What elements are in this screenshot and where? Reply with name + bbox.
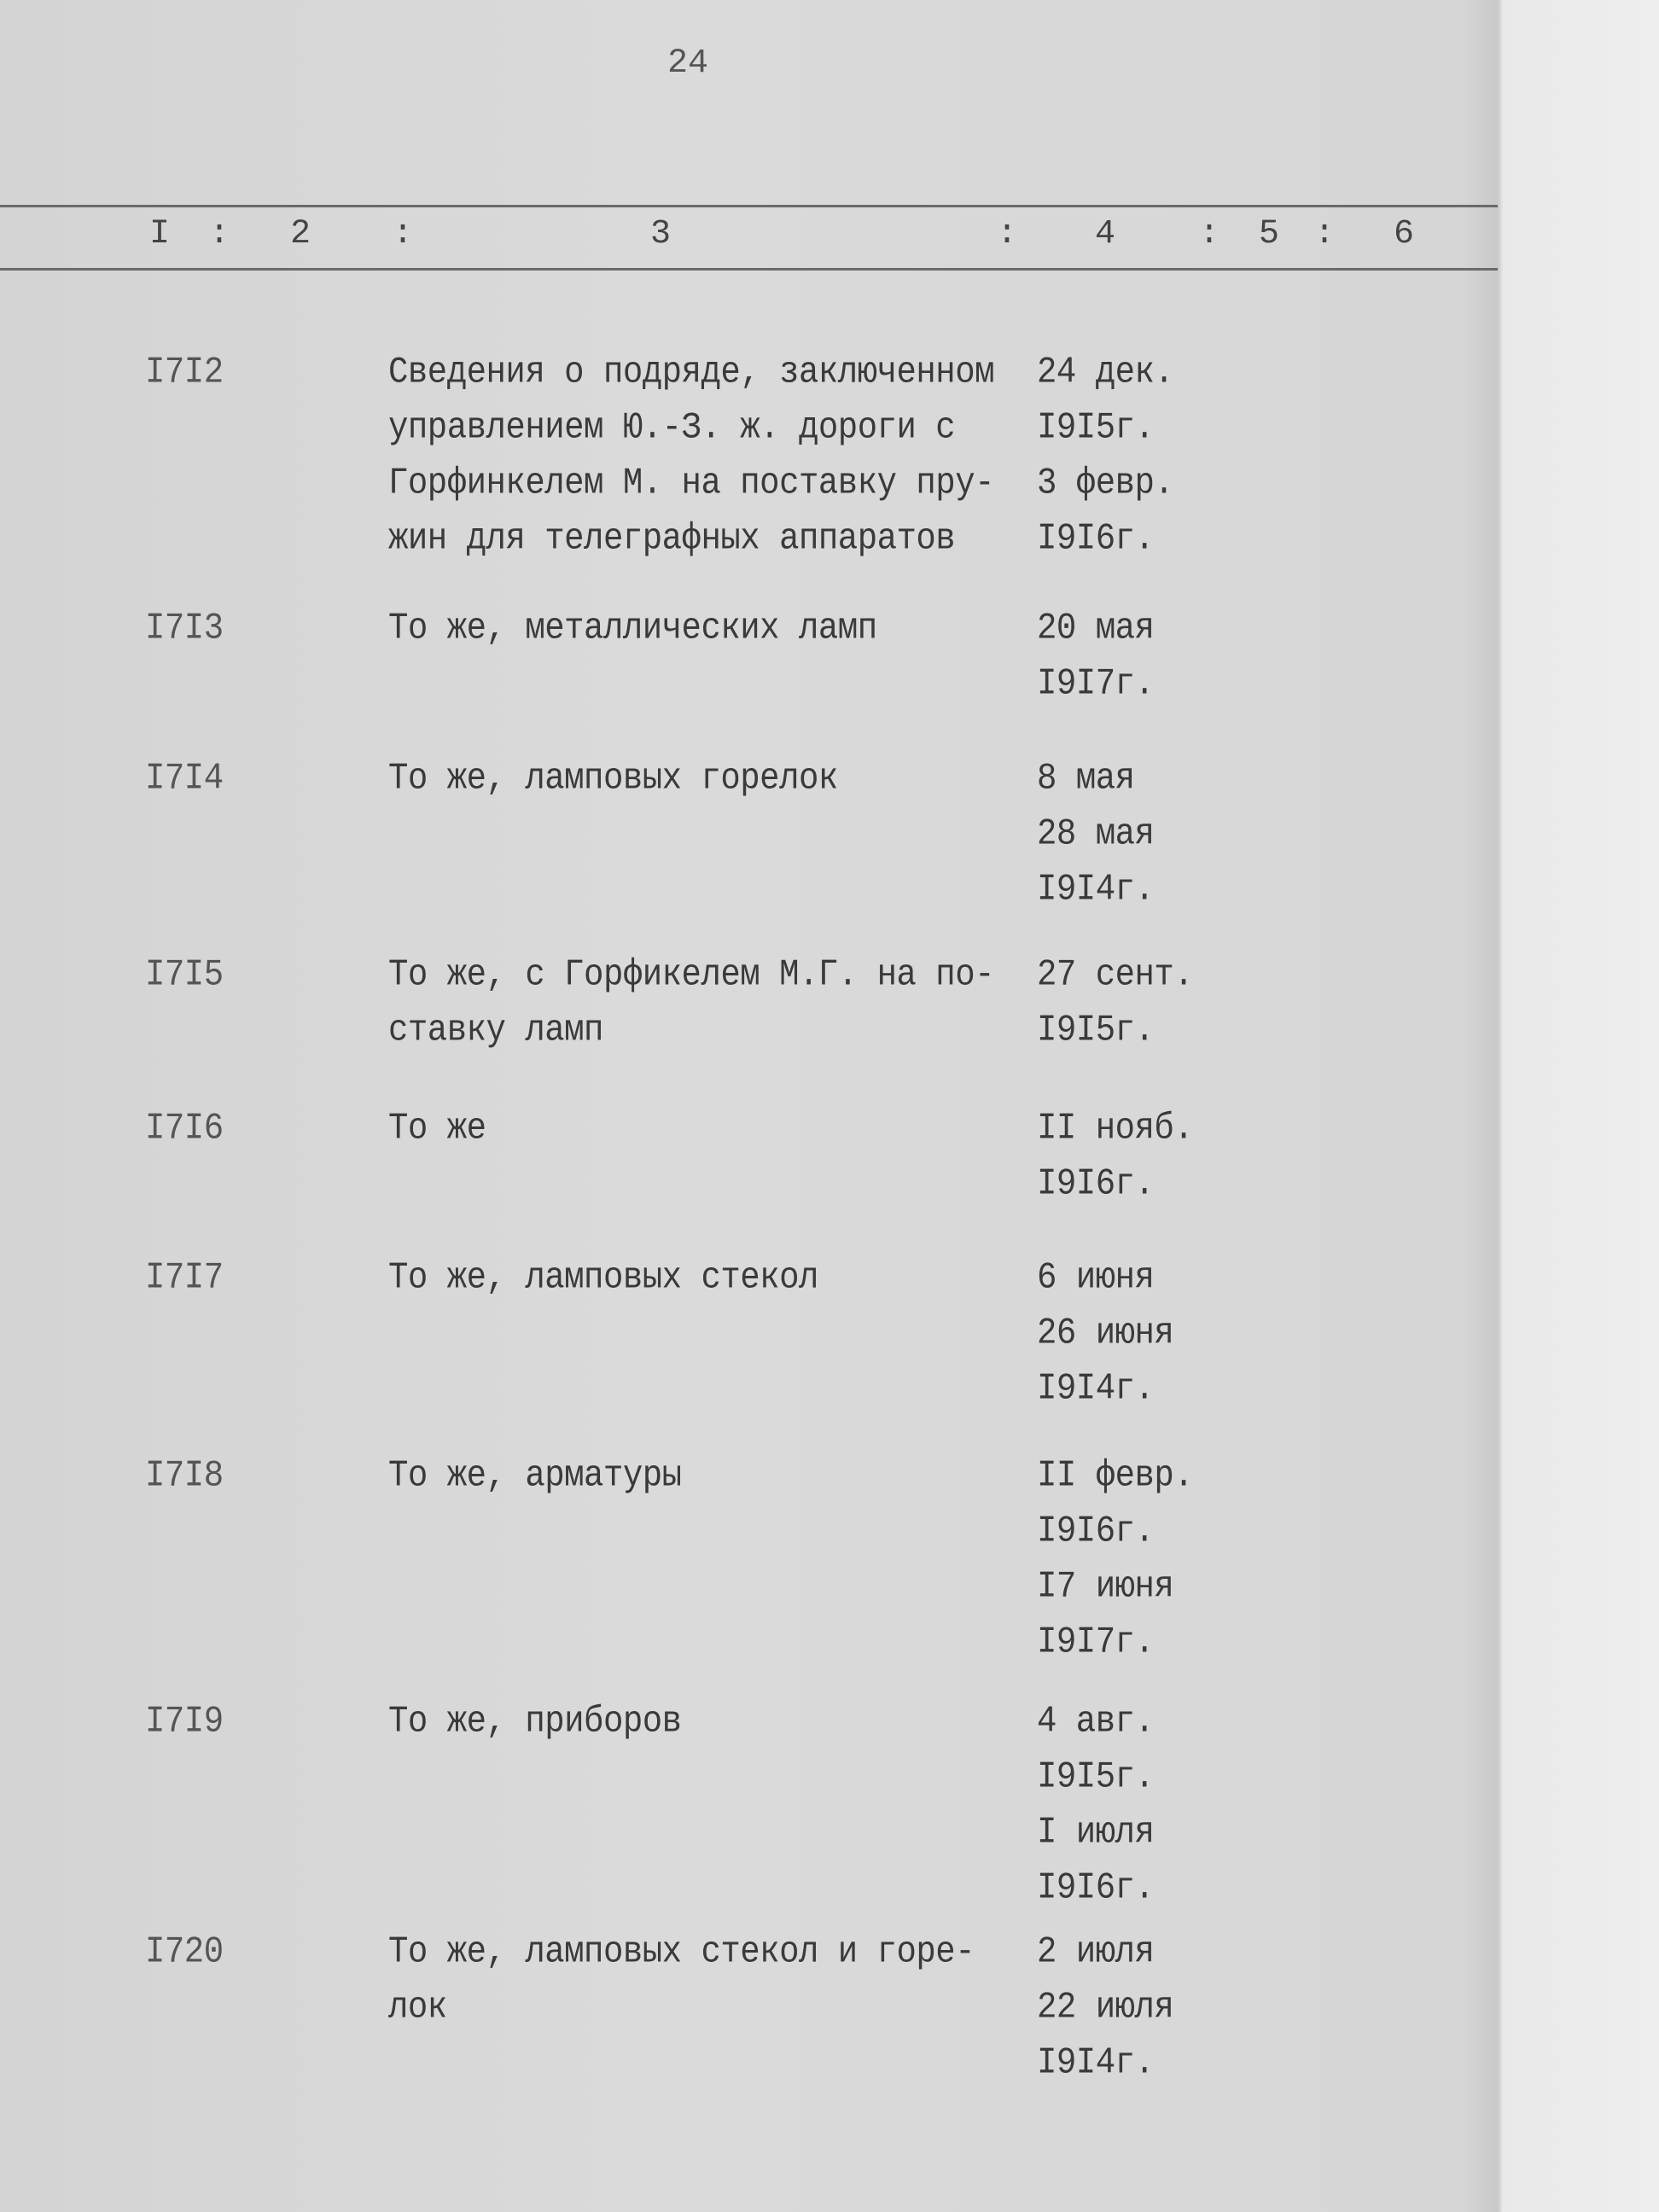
entry-description	[388, 1250, 818, 1306]
entry-dates-line: I9I6г.	[1037, 1866, 1155, 1909]
entry-number: I7I2	[145, 351, 224, 394]
entry-description	[388, 751, 838, 806]
entry-dates-line: I9I6г.	[1037, 517, 1155, 560]
entry-number: I7I7	[145, 1256, 224, 1300]
header-top-rule	[0, 205, 1498, 207]
entry-description-line: управлением Ю.-З. ж. дороги с	[388, 406, 956, 450]
entry-description	[388, 345, 994, 567]
entry-dates	[1037, 947, 1193, 1058]
col-5: 5	[1259, 215, 1280, 253]
entry-description-line: Сведения о подряде, заключенном	[388, 351, 995, 394]
entry-number: I7I6	[145, 1107, 224, 1150]
entry-description-line: жин для телеграфных аппаратов	[388, 517, 956, 560]
entry-number: I720	[145, 1930, 224, 1974]
col-3: 3	[650, 215, 672, 253]
entry-dates-line: 3 февр.	[1037, 462, 1174, 505]
entry-description	[388, 947, 994, 1058]
entry-dates-line: 28 мая	[1037, 812, 1155, 856]
col-4: 4	[1095, 215, 1116, 253]
entry-dates-line: 4 авг.	[1037, 1700, 1155, 1743]
header-bottom-rule	[0, 268, 1498, 271]
entry-dates	[1037, 601, 1154, 712]
entry-description	[388, 1924, 975, 2035]
col-sep: :	[209, 215, 230, 253]
entry-dates	[1037, 1694, 1154, 1916]
entry-dates-line: I9I4г.	[1037, 2041, 1155, 2085]
entry-description	[388, 1694, 682, 1749]
entry-number: I7I5	[145, 953, 224, 997]
col-sep: :	[1314, 215, 1336, 253]
col-1: I	[149, 215, 171, 253]
entry-description	[388, 1448, 682, 1504]
entry-description	[388, 601, 877, 656]
entry-description-line: То же, ламповых стекол и горе-	[388, 1930, 975, 1974]
col-6: 6	[1394, 215, 1415, 253]
entry-dates-line: I июля	[1037, 1811, 1155, 1854]
entry-dates-line: 22 июля	[1037, 1986, 1174, 2029]
col-sep: :	[997, 215, 1018, 253]
entry-dates	[1037, 751, 1154, 917]
entry-number: I7I3	[145, 607, 224, 650]
entry-number: I7I8	[145, 1454, 224, 1498]
entry-description-line: Горфинкелем М. на поставку пру-	[388, 462, 995, 505]
entry-description-line: То же, приборов	[388, 1700, 682, 1743]
entry-description-line: То же	[388, 1107, 486, 1150]
entry-description-line: То же, ламповых стекол	[388, 1256, 818, 1300]
entry-dates-line: I9I5г.	[1037, 1755, 1155, 1799]
entry-number: I7I4	[145, 757, 224, 800]
entry-dates-line: 2 июля	[1037, 1930, 1155, 1974]
entry-dates	[1037, 1448, 1193, 1670]
page-number: 24	[667, 44, 709, 83]
col-2: 2	[290, 215, 311, 253]
col-sep: :	[1199, 215, 1220, 253]
entry-description-line: То же, с Горфикелем М.Г. на по-	[388, 953, 995, 997]
entry-dates-line: 26 июня	[1037, 1312, 1174, 1355]
entry-dates-line: I7 июня	[1037, 1565, 1174, 1609]
entry-dates	[1037, 1250, 1173, 1417]
entry-dates	[1037, 345, 1173, 567]
entry-dates-line: II февр.	[1037, 1454, 1194, 1498]
entry-dates-line: I9I6г.	[1037, 1510, 1155, 1553]
entry-description-line: То же, ламповых горелок	[388, 757, 838, 800]
entry-dates-line: 24 дек.	[1037, 351, 1174, 394]
entry-dates-line: 20 мая	[1037, 607, 1155, 650]
entry-dates-line: I9I5г.	[1037, 406, 1155, 450]
entry-dates	[1037, 1924, 1173, 2091]
entry-description	[388, 1101, 486, 1156]
entry-dates	[1037, 1101, 1193, 1212]
entry-dates-line: I9I5г.	[1037, 1009, 1155, 1052]
entry-description-line: То же, арматуры	[388, 1454, 682, 1498]
entry-dates-line: I9I6г.	[1037, 1162, 1155, 1206]
entry-dates-line: I9I4г.	[1037, 868, 1155, 911]
col-sep: :	[393, 215, 414, 253]
entry-description-line: лок	[388, 1986, 447, 2029]
entry-number: I7I9	[145, 1700, 224, 1743]
entry-description-line: То же, металлических ламп	[388, 607, 877, 650]
entry-dates-line: 8 мая	[1037, 757, 1135, 800]
entry-dates-line: 6 июня	[1037, 1256, 1155, 1300]
entry-description-line: ставку ламп	[388, 1009, 603, 1052]
entry-dates-line: 27 сент.	[1037, 953, 1194, 997]
entry-dates-line: I9I7г.	[1037, 1621, 1155, 1663]
entry-dates-line: I9I7г.	[1037, 662, 1155, 706]
entry-dates-line: I9I4г.	[1037, 1367, 1155, 1411]
entry-dates-line: II нояб.	[1037, 1107, 1194, 1150]
